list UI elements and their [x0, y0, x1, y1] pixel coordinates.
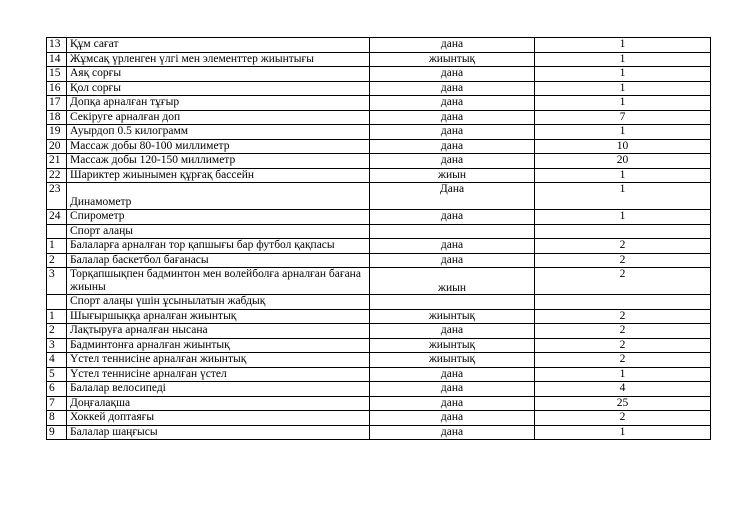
table-row — [47, 183, 711, 210]
unit-cell: дана — [370, 253, 535, 268]
unit-cell: дана — [370, 425, 535, 440]
row-number-cell: 13 — [47, 38, 67, 53]
quantity-cell: 2 — [535, 309, 711, 324]
quantity-cell — [535, 224, 711, 239]
table-row — [47, 125, 711, 140]
table-row — [47, 139, 711, 154]
quantity-cell: 1 — [535, 67, 711, 82]
item-name-cell: Балалар велосипеді — [67, 382, 370, 397]
item-name-cell: Ауырдоп 0.5 килограмм — [67, 125, 370, 140]
quantity-cell: 1 — [535, 52, 711, 67]
table-row — [47, 81, 711, 96]
quantity-cell: 1 — [535, 210, 711, 225]
item-name-cell: Лақтыруға арналған нысана — [67, 324, 370, 339]
quantity-cell: 1 — [535, 125, 711, 140]
unit-cell: дана — [370, 125, 535, 140]
table-row — [47, 168, 711, 183]
unit-cell: Дана — [370, 183, 535, 210]
row-number-cell: 22 — [47, 168, 67, 183]
item-name-cell: Шариктер жиынымен құрғақ бассейн — [67, 168, 370, 183]
row-number-cell: 2 — [47, 324, 67, 339]
item-name-cell: Доңғалақша — [67, 396, 370, 411]
row-number-cell: 20 — [47, 139, 67, 154]
quantity-cell: 2 — [535, 338, 711, 353]
unit-cell: дана — [370, 324, 535, 339]
quantity-cell: 2 — [535, 239, 711, 254]
quantity-cell: 2 — [535, 324, 711, 339]
row-number-cell: 16 — [47, 81, 67, 96]
row-number-cell: 2 — [47, 253, 67, 268]
unit-cell: дана — [370, 154, 535, 169]
row-number-cell: 24 — [47, 210, 67, 225]
table-row — [47, 324, 711, 339]
table-row — [47, 239, 711, 254]
item-name-cell: Хоккей доптаяғы — [67, 411, 370, 426]
row-number-cell: 17 — [47, 96, 67, 111]
section-header-row — [47, 295, 711, 310]
item-name-cell: Балаларға арналған тор қапшығы бар футбол қақпасы — [67, 239, 370, 254]
table-row — [47, 382, 711, 397]
unit-cell: дана — [370, 382, 535, 397]
quantity-cell: 4 — [535, 382, 711, 397]
row-number-cell: 8 — [47, 411, 67, 426]
item-name-cell: Үстел теннисіне арналған жиынтық — [67, 353, 370, 368]
row-number-cell: 15 — [47, 67, 67, 82]
table-row — [47, 396, 711, 411]
row-number-cell: 4 — [47, 353, 67, 368]
unit-cell: дана — [370, 367, 535, 382]
quantity-cell: 20 — [535, 154, 711, 169]
item-name-cell: Спорт алаңы үшін ұсынылатын жабдық — [67, 295, 370, 310]
unit-cell: дана — [370, 96, 535, 111]
item-name-cell: Массаж добы 120-150 миллиметр — [67, 154, 370, 169]
quantity-cell: 2 — [535, 353, 711, 368]
unit-cell: жиынтық — [370, 52, 535, 67]
unit-cell: дана — [370, 67, 535, 82]
table-row — [47, 154, 711, 169]
item-name-cell: Спорт алаңы — [67, 224, 370, 239]
row-number-cell: 9 — [47, 425, 67, 440]
item-name-cell: Допқа арналған тұғыр — [67, 96, 370, 111]
item-name-cell: Массаж добы 80-100 миллиметр — [67, 139, 370, 154]
unit-cell: дана — [370, 38, 535, 53]
row-number-cell: 19 — [47, 125, 67, 140]
row-number-cell: 23 — [47, 183, 67, 210]
quantity-cell — [535, 295, 711, 310]
row-number-cell: 1 — [47, 309, 67, 324]
unit-cell: жиынтық — [370, 353, 535, 368]
table-row — [47, 253, 711, 268]
unit-cell: жиын — [370, 268, 535, 295]
item-name-cell: Бадминтонға арналған жиынтық — [67, 338, 370, 353]
quantity-cell: 1 — [535, 81, 711, 96]
section-header-row — [47, 224, 711, 239]
unit-cell: жиынтық — [370, 338, 535, 353]
unit-cell: жиынтық — [370, 309, 535, 324]
quantity-cell: 2 — [535, 253, 711, 268]
item-name-cell: Балалар шаңғысы — [67, 425, 370, 440]
equipment-table-container — [46, 37, 711, 440]
unit-cell — [370, 224, 535, 239]
table-row — [47, 353, 711, 368]
unit-cell: дана — [370, 139, 535, 154]
item-name-cell: Секіруге арналған доп — [67, 110, 370, 125]
row-number-cell: 14 — [47, 52, 67, 67]
table-row — [47, 110, 711, 125]
item-name-cell: Динамометр — [67, 183, 370, 210]
row-number-cell: 18 — [47, 110, 67, 125]
quantity-cell: 2 — [535, 268, 711, 295]
item-name-cell: Аяқ сорғы — [67, 67, 370, 82]
table-row — [47, 411, 711, 426]
item-name-cell: Үстел теннисіне арналған үстел — [67, 367, 370, 382]
table-row — [47, 38, 711, 53]
unit-cell: дана — [370, 110, 535, 125]
row-number-cell: 6 — [47, 382, 67, 397]
table-row — [47, 367, 711, 382]
row-number-cell: 7 — [47, 396, 67, 411]
item-name-cell: Қол сорғы — [67, 81, 370, 96]
item-name-cell: Құм сағат — [67, 38, 370, 53]
table-row — [47, 210, 711, 225]
quantity-cell: 1 — [535, 96, 711, 111]
equipment-table — [46, 37, 711, 440]
row-number-cell — [47, 224, 67, 239]
quantity-cell: 10 — [535, 139, 711, 154]
quantity-cell: 7 — [535, 110, 711, 125]
table-row — [47, 96, 711, 111]
unit-cell: жиын — [370, 168, 535, 183]
table-row — [47, 425, 711, 440]
quantity-cell: 25 — [535, 396, 711, 411]
row-number-cell — [47, 295, 67, 310]
unit-cell: дана — [370, 239, 535, 254]
unit-cell: дана — [370, 411, 535, 426]
quantity-cell: 1 — [535, 367, 711, 382]
row-number-cell: 1 — [47, 239, 67, 254]
table-row — [47, 67, 711, 82]
item-name-cell: Спирометр — [67, 210, 370, 225]
row-number-cell: 3 — [47, 268, 67, 295]
equipment-table-body — [47, 38, 711, 440]
item-name-cell: Жұмсақ үрленген үлгі мен элементтер жиынтығы — [67, 52, 370, 67]
unit-cell: дана — [370, 81, 535, 96]
row-number-cell: 5 — [47, 367, 67, 382]
unit-cell: дана — [370, 210, 535, 225]
unit-cell — [370, 295, 535, 310]
item-name-cell: Балалар баскетбол бағанасы — [67, 253, 370, 268]
quantity-cell: 1 — [535, 183, 711, 210]
quantity-cell: 2 — [535, 411, 711, 426]
quantity-cell: 1 — [535, 425, 711, 440]
row-number-cell: 3 — [47, 338, 67, 353]
table-row — [47, 268, 711, 295]
table-row — [47, 309, 711, 324]
item-name-cell: Торқапшықпен бадминтон мен волейболға арналған бағана жиыны — [67, 268, 370, 295]
table-row — [47, 52, 711, 67]
row-number-cell: 21 — [47, 154, 67, 169]
item-name-cell: Шығыршыққа арналған жиынтық — [67, 309, 370, 324]
quantity-cell: 1 — [535, 168, 711, 183]
table-row — [47, 338, 711, 353]
unit-cell: дана — [370, 396, 535, 411]
quantity-cell: 1 — [535, 38, 711, 53]
